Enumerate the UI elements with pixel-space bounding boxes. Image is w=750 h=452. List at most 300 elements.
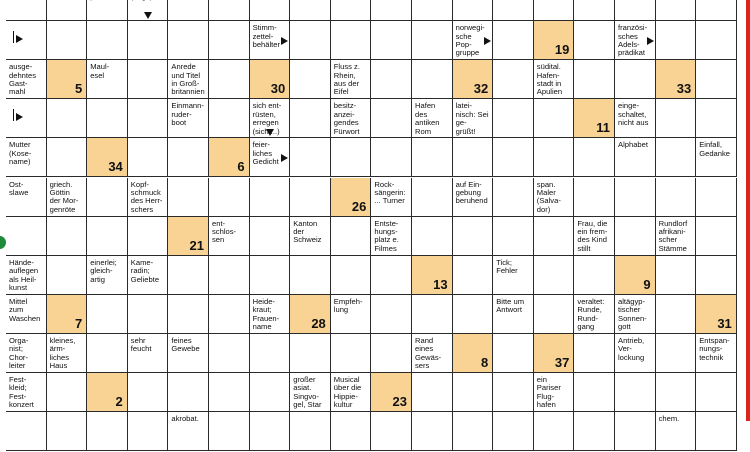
clue-cell xyxy=(412,99,453,138)
solution-cell[interactable] xyxy=(331,178,372,217)
answer-cell[interactable] xyxy=(331,256,372,295)
solution-cell[interactable] xyxy=(412,256,453,295)
answer-cell[interactable] xyxy=(87,412,128,451)
clue-text: Tick; Fehler xyxy=(496,257,518,276)
answer-cell[interactable] xyxy=(615,0,656,21)
clue-cell xyxy=(371,217,412,256)
answer-cell[interactable] xyxy=(412,295,453,334)
clue-cell xyxy=(290,373,331,412)
answer-cell[interactable] xyxy=(534,217,575,256)
clue-text: ausge- dehntes Gast- mahl xyxy=(9,62,37,97)
clue-text: Bitte um Antwort xyxy=(496,296,525,315)
answer-cell[interactable] xyxy=(412,21,453,60)
solution-number: 5 xyxy=(74,81,83,97)
clue-text: Kanton der Schweiz xyxy=(293,218,322,245)
clue-cell xyxy=(534,373,575,412)
clue-text: Fluss z. Rhein, aus der Eifel xyxy=(333,62,360,97)
clue-text: südital. Hafen- stadt in Apulien xyxy=(536,62,563,97)
answer-cell[interactable] xyxy=(290,412,331,451)
solution-number: 11 xyxy=(596,120,610,136)
clue-cell xyxy=(574,217,615,256)
solution-number: 19 xyxy=(554,42,570,58)
clue-cell xyxy=(574,295,615,334)
answer-cell[interactable] xyxy=(6,21,47,60)
answer-cell[interactable] xyxy=(493,412,534,451)
answer-cell[interactable] xyxy=(453,373,494,412)
solution-cell[interactable] xyxy=(168,217,209,256)
solution-number: 9 xyxy=(643,276,651,292)
clue-text: einerlei; gleich- artig xyxy=(90,257,117,284)
answer-cell[interactable] xyxy=(371,256,412,295)
clue-text: Entspan- nungs- technik xyxy=(699,335,730,362)
answer-cell[interactable] xyxy=(87,217,128,256)
solution-cell[interactable] xyxy=(47,60,88,99)
clue-text: span. Maler (Salva- dor) xyxy=(536,179,561,214)
solution-number: 26 xyxy=(351,198,367,214)
clue-cell xyxy=(453,0,494,21)
solution-cell[interactable] xyxy=(453,60,494,99)
clue-cell xyxy=(128,0,169,21)
page-edge-red-line xyxy=(746,0,750,421)
bent-arrow-icon xyxy=(13,31,25,47)
answer-cell[interactable] xyxy=(615,178,656,217)
solution-cell[interactable] xyxy=(209,138,250,177)
clue-cell xyxy=(290,217,331,256)
answer-cell[interactable] xyxy=(47,0,88,21)
solution-number: 30 xyxy=(270,81,286,97)
clue-cell xyxy=(6,256,47,295)
clue-text xyxy=(456,0,491,2)
clue-cell xyxy=(331,99,372,138)
answer-cell[interactable] xyxy=(47,412,88,451)
answer-cell[interactable] xyxy=(6,412,47,451)
clue-cell xyxy=(656,217,697,256)
solution-number: 34 xyxy=(108,159,123,175)
answer-cell[interactable] xyxy=(574,412,615,451)
clue-cell xyxy=(656,0,697,21)
solution-number: 28 xyxy=(311,315,326,331)
answer-cell[interactable] xyxy=(615,217,656,256)
clue-text: akrobat. xyxy=(171,414,199,424)
answer-cell[interactable] xyxy=(453,295,494,334)
answer-cell[interactable] xyxy=(128,295,169,334)
answer-cell[interactable] xyxy=(615,412,656,451)
clue-text: feier- liches Gedicht xyxy=(252,140,279,167)
answer-cell[interactable] xyxy=(534,256,575,295)
clue-cell xyxy=(615,21,656,60)
clue-text: einge- schaltet, nicht aus xyxy=(618,101,649,128)
solution-cell[interactable] xyxy=(696,295,737,334)
clue-text: Mittel zum Waschen xyxy=(9,296,41,323)
answer-cell[interactable] xyxy=(371,21,412,60)
answer-cell[interactable] xyxy=(656,256,697,295)
answer-cell[interactable] xyxy=(128,21,169,60)
clue-cell xyxy=(493,256,534,295)
clue-text xyxy=(374,0,409,2)
answer-cell[interactable] xyxy=(6,217,47,256)
clue-text: feines Gewebe xyxy=(171,335,200,354)
solution-number: 2 xyxy=(115,394,123,410)
clue-text: großer asiat. Singvo- gel, Star xyxy=(293,375,322,410)
clue-text: veraltet: Runde, Rund- gang xyxy=(577,296,605,332)
clue-text: norwegi- sche Pop- gruppe xyxy=(455,23,485,58)
arrow-right-icon xyxy=(281,37,288,45)
answer-cell[interactable] xyxy=(209,256,250,295)
answer-cell[interactable] xyxy=(168,0,209,21)
answer-cell[interactable] xyxy=(453,138,494,177)
answer-cell[interactable] xyxy=(168,256,209,295)
answer-cell[interactable] xyxy=(615,373,656,412)
solution-number: 31 xyxy=(717,315,732,331)
clue-cell xyxy=(453,178,494,217)
answer-cell[interactable] xyxy=(209,0,250,21)
answer-cell[interactable] xyxy=(128,217,169,256)
solution-cell[interactable] xyxy=(47,295,88,334)
clue-cell xyxy=(534,60,575,99)
clue-text: auf Ein- gebung beruhend xyxy=(455,179,488,206)
answer-cell[interactable] xyxy=(87,295,128,334)
solution-number: 21 xyxy=(189,237,204,253)
answer-cell[interactable] xyxy=(371,99,412,138)
answer-cell[interactable] xyxy=(47,138,88,177)
clue-text: Orga- nist; Chor- leiter xyxy=(9,335,29,371)
clue-cell xyxy=(6,0,47,21)
answer-cell[interactable] xyxy=(47,256,88,295)
answer-cell[interactable] xyxy=(47,21,88,60)
answer-cell[interactable] xyxy=(371,60,412,99)
answer-cell[interactable] xyxy=(493,0,534,21)
answer-cell[interactable] xyxy=(6,99,47,138)
answer-cell[interactable] xyxy=(493,178,534,217)
clue-text: Stimm- zettel- behälter xyxy=(252,23,281,49)
clue-cell xyxy=(128,334,169,373)
clue-cell xyxy=(534,178,575,217)
clue-cell xyxy=(47,178,88,217)
answer-cell[interactable] xyxy=(412,412,453,451)
clue-cell xyxy=(331,373,372,412)
answer-cell[interactable] xyxy=(453,256,494,295)
solution-number: 13 xyxy=(433,276,448,292)
clue-text: französi- sches Adels- prädikat xyxy=(618,23,648,58)
solution-cell[interactable] xyxy=(453,334,494,373)
answer-cell[interactable] xyxy=(290,334,331,373)
clue-cell xyxy=(412,334,453,373)
answer-cell[interactable] xyxy=(534,295,575,334)
answer-cell[interactable] xyxy=(371,334,412,373)
answer-cell[interactable] xyxy=(493,21,534,60)
answer-cell[interactable] xyxy=(696,256,737,295)
answer-cell[interactable] xyxy=(87,99,128,138)
answer-cell[interactable] xyxy=(290,60,331,99)
clue-cell xyxy=(331,60,372,99)
answer-cell[interactable] xyxy=(412,0,453,21)
clue-text: sich ent- rüsten, erregen (sich ...) xyxy=(252,101,282,136)
answer-cell[interactable] xyxy=(209,373,250,412)
answer-cell[interactable] xyxy=(493,334,534,373)
clue-text: Hafen des antiken Rom xyxy=(415,101,440,136)
clue-text: ent- schlos- sen xyxy=(212,218,237,245)
answer-cell[interactable] xyxy=(331,334,372,373)
answer-cell[interactable] xyxy=(331,412,372,451)
clue-cell xyxy=(128,178,169,217)
answer-cell[interactable] xyxy=(534,138,575,177)
answer-cell[interactable] xyxy=(209,412,250,451)
answer-cell[interactable] xyxy=(696,99,737,138)
clue-text: Einfall, Gedanke xyxy=(699,140,731,158)
answer-cell[interactable] xyxy=(696,412,737,451)
crossword-grid xyxy=(6,0,737,452)
answer-cell[interactable] xyxy=(696,373,737,412)
clue-text: Fest- kleid; Fest- konzert xyxy=(9,375,34,410)
answer-cell[interactable] xyxy=(250,217,291,256)
clue-text: Kopf- schmuck des Herr- schers xyxy=(130,179,163,214)
clue-text: sehr feucht xyxy=(130,335,152,354)
answer-cell[interactable] xyxy=(696,217,737,256)
answer-cell[interactable] xyxy=(87,178,128,217)
clue-text: Maul- esel xyxy=(90,62,110,80)
answer-cell[interactable] xyxy=(696,21,737,60)
clue-cell xyxy=(6,178,47,217)
answer-cell[interactable] xyxy=(656,21,697,60)
clue-cell xyxy=(696,334,737,373)
clue-text: Frau, die ein frem- des Kind stillt xyxy=(577,218,608,253)
answer-cell[interactable] xyxy=(331,217,372,256)
clue-cell xyxy=(168,60,209,99)
answer-cell[interactable] xyxy=(290,21,331,60)
clue-cell xyxy=(47,334,88,373)
answer-cell[interactable] xyxy=(47,217,88,256)
arrow-right-icon xyxy=(484,37,491,45)
clue-text: besitz- anzei- gendes Fürwort xyxy=(333,101,360,136)
arrow-right-icon xyxy=(647,37,654,45)
answer-cell[interactable] xyxy=(290,99,331,138)
answer-cell[interactable] xyxy=(87,21,128,60)
answer-cell[interactable] xyxy=(290,138,331,177)
answer-cell[interactable] xyxy=(331,21,372,60)
solution-cell[interactable] xyxy=(250,60,291,99)
clue-cell xyxy=(574,0,615,21)
clue-text: Ost- slawe xyxy=(9,179,29,197)
clue-cell xyxy=(250,295,291,334)
clue-text: altägyp- tischer Sonnen- gott xyxy=(618,296,647,332)
solution-cell[interactable] xyxy=(534,21,575,60)
answer-cell[interactable] xyxy=(209,60,250,99)
answer-cell[interactable] xyxy=(696,60,737,99)
clue-text: Rundlorf afrikani- scher Stämme xyxy=(658,218,688,253)
answer-cell[interactable] xyxy=(250,334,291,373)
answer-cell[interactable] xyxy=(128,412,169,451)
arrow-right-icon xyxy=(281,154,288,162)
clue-cell xyxy=(168,334,209,373)
clue-cell xyxy=(168,99,209,138)
answer-cell[interactable] xyxy=(412,217,453,256)
answer-cell[interactable] xyxy=(209,295,250,334)
answer-cell[interactable] xyxy=(656,295,697,334)
clue-text xyxy=(131,0,166,2)
clue-cell xyxy=(87,256,128,295)
solution-number: 37 xyxy=(554,354,570,370)
answer-cell[interactable] xyxy=(534,412,575,451)
clue-cell xyxy=(250,99,291,138)
answer-cell[interactable] xyxy=(209,178,250,217)
clue-cell xyxy=(87,60,128,99)
answer-cell[interactable] xyxy=(168,178,209,217)
answer-cell[interactable] xyxy=(47,99,88,138)
answer-cell[interactable] xyxy=(290,178,331,217)
answer-cell[interactable] xyxy=(574,138,615,177)
answer-cell[interactable] xyxy=(493,373,534,412)
clue-text: Mutter (Kose- name) xyxy=(9,140,32,167)
solution-cell[interactable] xyxy=(290,295,331,334)
answer-cell[interactable] xyxy=(574,178,615,217)
bent-arrow-icon xyxy=(13,109,25,125)
clue-text: Kame- radin; Geliebte xyxy=(130,257,160,284)
clue-cell xyxy=(6,60,47,99)
answer-cell[interactable] xyxy=(168,373,209,412)
answer-cell[interactable] xyxy=(696,178,737,217)
clue-text: Antrieb, Ver- lockung xyxy=(618,335,645,362)
clue-text: Entste- hungs- platz e. Filmes xyxy=(374,218,399,253)
solution-cell[interactable] xyxy=(87,373,128,412)
answer-cell[interactable] xyxy=(656,334,697,373)
arrow-down-icon xyxy=(144,12,152,19)
answer-cell[interactable] xyxy=(250,256,291,295)
answer-cell[interactable] xyxy=(412,178,453,217)
clue-text: Musical über die Hippie- kultur xyxy=(333,375,362,410)
answer-cell[interactable] xyxy=(168,295,209,334)
answer-cell[interactable] xyxy=(574,21,615,60)
solution-cell[interactable] xyxy=(574,99,615,138)
clue-cell xyxy=(534,0,575,21)
solution-cell[interactable] xyxy=(371,373,412,412)
clue-cell xyxy=(87,0,128,21)
answer-cell[interactable] xyxy=(168,138,209,177)
clue-cell xyxy=(6,373,47,412)
clue-text: Alphabet xyxy=(618,140,648,150)
arrow-down-icon xyxy=(266,129,274,136)
answer-cell[interactable] xyxy=(128,60,169,99)
clue-cell xyxy=(331,295,372,334)
answer-cell[interactable] xyxy=(656,138,697,177)
clue-text: latei- nisch: Sei ge- grüßt! xyxy=(455,101,489,136)
solution-cell[interactable] xyxy=(87,138,128,177)
solution-number: 7 xyxy=(74,315,83,331)
answer-cell[interactable] xyxy=(615,60,656,99)
answer-cell[interactable] xyxy=(250,373,291,412)
answer-cell[interactable] xyxy=(696,0,737,21)
answer-cell[interactable] xyxy=(290,256,331,295)
answer-cell[interactable] xyxy=(250,0,291,21)
answer-cell[interactable] xyxy=(168,21,209,60)
answer-cell[interactable] xyxy=(209,21,250,60)
clue-cell xyxy=(128,256,169,295)
solution-number: 32 xyxy=(473,81,489,97)
solution-number: 6 xyxy=(237,159,245,175)
clue-cell xyxy=(6,295,47,334)
answer-cell[interactable] xyxy=(574,256,615,295)
answer-cell[interactable] xyxy=(290,0,331,21)
answer-cell[interactable] xyxy=(128,138,169,177)
clue-cell xyxy=(453,21,494,60)
answer-cell[interactable] xyxy=(371,138,412,177)
answer-cell[interactable] xyxy=(412,138,453,177)
answer-cell[interactable] xyxy=(371,412,412,451)
clue-cell xyxy=(493,295,534,334)
clue-cell xyxy=(250,138,291,177)
answer-cell[interactable] xyxy=(493,138,534,177)
answer-cell[interactable] xyxy=(128,373,169,412)
clue-cell xyxy=(696,138,737,177)
clue-cell xyxy=(250,21,291,60)
answer-cell[interactable] xyxy=(493,99,534,138)
clue-text xyxy=(9,0,44,2)
solution-number: 23 xyxy=(392,394,407,410)
answer-cell[interactable] xyxy=(656,99,697,138)
answer-cell[interactable] xyxy=(453,217,494,256)
clue-text: Rand eines Gewäs- sers xyxy=(415,335,442,371)
clue-cell xyxy=(615,295,656,334)
clue-cell xyxy=(615,99,656,138)
clue-cell xyxy=(453,99,494,138)
clue-text: Hände- auflegen als Heil- kunst xyxy=(9,257,39,292)
answer-cell[interactable] xyxy=(371,295,412,334)
clue-cell xyxy=(209,217,250,256)
solution-cell[interactable] xyxy=(615,256,656,295)
clue-text: Anrede und Titel in Groß- britannien xyxy=(171,62,205,97)
answer-cell[interactable] xyxy=(128,99,169,138)
solution-cell[interactable] xyxy=(656,60,697,99)
answer-cell[interactable] xyxy=(574,373,615,412)
clue-text: Empfeh- lung xyxy=(333,296,363,315)
answer-cell[interactable] xyxy=(656,373,697,412)
solution-cell[interactable] xyxy=(534,334,575,373)
answer-cell[interactable] xyxy=(87,334,128,373)
clue-text: kleines, ärm- liches Haus xyxy=(49,335,76,371)
answer-cell[interactable] xyxy=(331,0,372,21)
answer-cell[interactable] xyxy=(47,373,88,412)
clue-text: chem. xyxy=(658,414,680,424)
answer-cell[interactable] xyxy=(493,60,534,99)
clue-cell xyxy=(615,138,656,177)
answer-cell[interactable] xyxy=(574,60,615,99)
clue-cell xyxy=(656,412,697,451)
answer-cell[interactable] xyxy=(412,60,453,99)
answer-cell[interactable] xyxy=(209,334,250,373)
clue-cell xyxy=(6,138,47,177)
answer-cell[interactable] xyxy=(574,334,615,373)
clue-text xyxy=(90,0,125,2)
clue-text: ein Pariser Flug- hafen xyxy=(536,375,561,410)
solution-number: 33 xyxy=(676,81,692,97)
clue-text: Einmann- ruder- boot xyxy=(171,101,204,128)
answer-cell[interactable] xyxy=(250,412,291,451)
clue-cell xyxy=(615,334,656,373)
answer-cell[interactable] xyxy=(209,99,250,138)
answer-cell[interactable] xyxy=(656,178,697,217)
answer-cell[interactable] xyxy=(493,217,534,256)
answer-cell[interactable] xyxy=(331,138,372,177)
clue-cell xyxy=(168,412,209,451)
clue-text: Rock- sängerin: ... Turner xyxy=(374,179,406,206)
clue-cell xyxy=(371,0,412,21)
clue-text: Heide- kraut; Frauen- name xyxy=(252,296,280,332)
answer-cell[interactable] xyxy=(453,412,494,451)
answer-cell[interactable] xyxy=(534,99,575,138)
clue-text: griech. Göttin der Mor- genröte xyxy=(49,179,79,214)
answer-cell[interactable] xyxy=(412,373,453,412)
answer-cell[interactable] xyxy=(250,178,291,217)
clue-cell xyxy=(371,178,412,217)
